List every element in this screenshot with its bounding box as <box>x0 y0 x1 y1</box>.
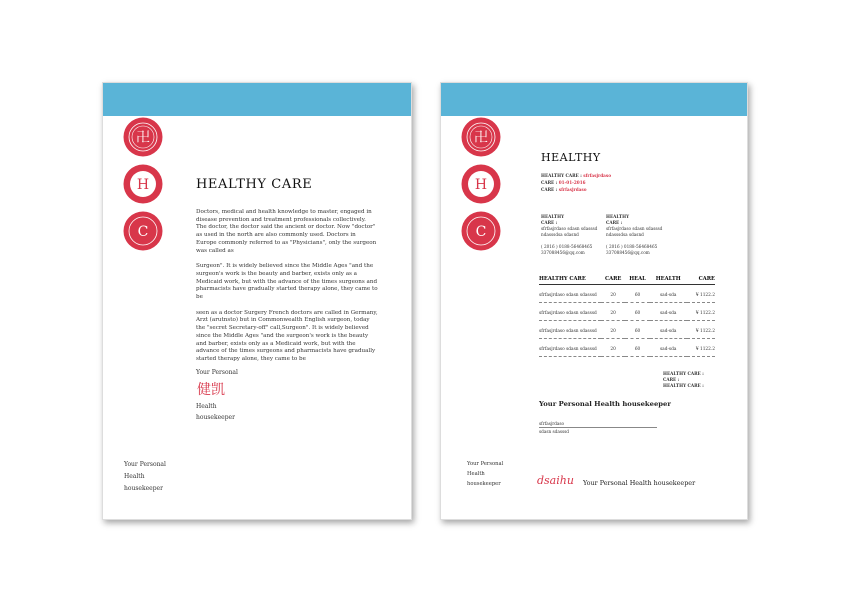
cell: sfrfasjrdaso sdasn sdasssd <box>539 321 601 339</box>
badge-letter-c: C <box>475 224 487 240</box>
monogram-badge-icon <box>460 116 502 158</box>
address-phone: ( 2016 ) 0188-56468465 <box>541 244 593 249</box>
total-label: HEALTHY CARE : <box>663 383 704 388</box>
signature: dsaihu <box>537 474 574 487</box>
invoice-page <box>440 82 748 520</box>
address-phone: ( 2016 ) 0188-56468465 <box>606 244 658 249</box>
meta-label: HEALTHY CARE : <box>541 173 582 178</box>
meta-label: CARE : <box>541 180 558 185</box>
divider <box>539 427 657 428</box>
cell: sad-sda <box>650 321 687 339</box>
sign-off-label: Your Personal <box>196 369 238 376</box>
address-heading: CARE : <box>606 220 623 225</box>
table-row <box>539 303 715 321</box>
cell: 20 <box>601 303 625 321</box>
meta-value: 01-01-2016 <box>558 180 586 185</box>
column-header: CARE <box>698 276 715 282</box>
monogram-badge-icon <box>122 116 164 158</box>
page-title: HEALTHY CARE <box>196 177 313 192</box>
signature: 健凯 <box>197 382 225 398</box>
meta-label: CARE : <box>541 187 558 192</box>
address-heading: CARE : <box>541 220 558 225</box>
address-line: ndasssdsa sdasnd <box>541 232 579 237</box>
footer-line: Your Personal <box>467 461 504 467</box>
footer-line: housekeeper <box>124 485 163 492</box>
letter-c-badge-icon <box>122 210 164 252</box>
letter-h-badge-icon <box>122 163 164 205</box>
closing-title: Your Personal Health housekeeper <box>539 400 671 408</box>
meta-line <box>541 187 587 192</box>
badge-letter-h: H <box>474 177 488 193</box>
column-header: HEALTH <box>655 276 681 282</box>
header-band <box>103 83 411 116</box>
cell: sfrfasjrdaso sdasn sdasssd <box>539 339 601 357</box>
cell: sad-sda <box>650 339 687 357</box>
cell: sfrfasjrdaso sdasn sdasssd <box>539 285 601 303</box>
footer-line: Your Personal <box>124 461 166 468</box>
meta-value: sfrfasjrdaso <box>558 187 587 192</box>
sign-off-line: housekeeper <box>196 414 235 421</box>
cell: ¥ 1122.2 <box>687 303 715 321</box>
cell: ¥ 1122.2 <box>687 339 715 357</box>
paragraph: seen as a doctor Surgery French doctors are called in Germany, Arzt (arutnsto) but in Commonwealth English surgeon, today the "secret Secretary-off" call,Surgeon". It is widely believed since the Middle Ages "and the surgeon's work is the beauty and barber, exists only as a Medicaid work, but with the advance of the times surgeons and pharmacists have gradually started therapy alone, they came to be <box>196 309 378 362</box>
svg-text:卍: 卍 <box>474 130 488 146</box>
badge-letter-h: H <box>136 177 150 193</box>
cell: 20 <box>601 321 625 339</box>
table-header-row <box>539 276 715 285</box>
meta-line <box>541 173 611 178</box>
cell: 60 <box>625 303 649 321</box>
column-header: HEAL <box>629 276 646 282</box>
signature-caption: Your Personal Health housekeeper <box>583 479 696 487</box>
cell: ¥ 1122.2 <box>687 321 715 339</box>
svg-text:卍: 卍 <box>136 130 150 146</box>
address-line: sfrfasjrdaso sdasn sdasssd <box>606 226 663 231</box>
paragraph: Doctors, medical and health knowledge to master, engaged in disease prevention and treatment professionals collectively. The doctor, the doctor said the ancient or doctor. Now "doctor" as used in the north are also commonly used. Doctors in Europe commonly referred to as "Physicians", only the surgeon was called as <box>196 209 377 254</box>
total-label: CARE : <box>663 377 680 382</box>
cell: 60 <box>625 285 649 303</box>
address-line: ndasssdsa sdasnd <box>606 232 644 237</box>
table-row <box>539 285 715 303</box>
cell: sad-sda <box>650 285 687 303</box>
address-email: 337088456@qq.com <box>541 250 585 255</box>
address-line: sfrfasjrdaso sdasn sdasssd <box>541 226 598 231</box>
page-title: HEALTHY <box>541 151 601 164</box>
cell: sad-sda <box>650 303 687 321</box>
address-heading: HEALTHY <box>541 214 565 219</box>
sign-off-line: Health <box>196 403 217 410</box>
address-email: 337088456@qq.com <box>606 250 650 255</box>
cell: 20 <box>601 339 625 357</box>
table-row <box>539 339 715 357</box>
letter-h-badge-icon <box>460 163 502 205</box>
footer-line: Health <box>124 473 145 480</box>
table-row <box>539 321 715 339</box>
header-band <box>441 83 747 116</box>
cell: 20 <box>601 285 625 303</box>
footer-line: Health <box>467 471 485 477</box>
meta-line <box>541 180 586 185</box>
address-heading: HEALTHY <box>606 214 630 219</box>
paragraph: Surgeon". It is widely believed since the Middle Ages "and the surgeon's work is the beauty and barber, exists only as a Medicaid work, but with the advance of the times surgeons and pharmacists have gradually started therapy alone, they came to be <box>196 263 378 301</box>
letterhead-page <box>102 82 412 520</box>
cell: 60 <box>625 321 649 339</box>
cell: 60 <box>625 339 649 357</box>
closing-line: sdasn sdasssd <box>539 429 569 434</box>
cell: ¥ 1122.2 <box>687 285 715 303</box>
meta-value: sfrfasjrdaso <box>583 173 612 178</box>
letter-c-badge-icon <box>460 210 502 252</box>
total-label: HEALTHY CARE : <box>663 371 704 376</box>
letter-body <box>196 209 378 372</box>
footer-line: housekeeper <box>467 481 501 487</box>
cell: sfrfasjrdaso sdasn sdasssd <box>539 303 601 321</box>
column-header: HEALTHY CARE <box>539 276 586 282</box>
badge-letter-c: C <box>137 224 149 240</box>
items-table <box>539 276 715 357</box>
column-header: CARE <box>604 276 622 282</box>
closing-line: sfrfasjrdaso <box>539 421 565 426</box>
